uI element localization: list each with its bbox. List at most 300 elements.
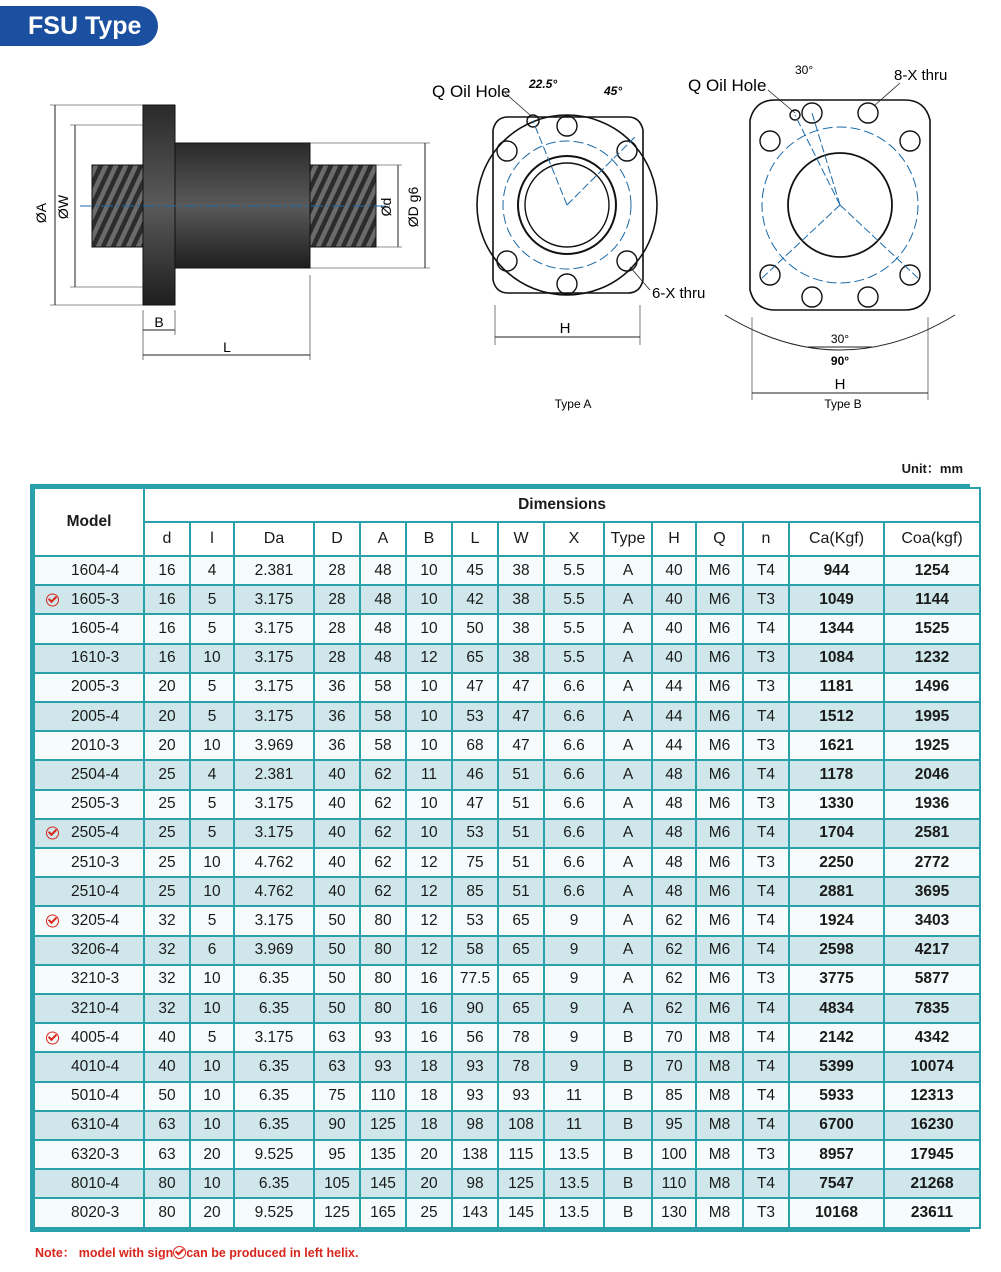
- table-cell: 68: [452, 731, 498, 760]
- table-cell: 1621: [789, 731, 884, 760]
- table-cell: 42: [452, 585, 498, 614]
- type-a-angle-1: 22.5°: [529, 77, 558, 91]
- table-cell: 53: [452, 702, 498, 731]
- table-cell: 5: [190, 673, 234, 702]
- table-row: [34, 731, 980, 760]
- table-cell: 25: [144, 819, 190, 848]
- model-label: 5010-4: [71, 1087, 120, 1105]
- table-cell: 40: [652, 614, 696, 643]
- table-cell: 36: [314, 702, 360, 731]
- model-label: 3210-3: [71, 970, 120, 988]
- table-cell: 2.381: [234, 760, 314, 789]
- table-cell: 53: [452, 819, 498, 848]
- table-cell: 1254: [884, 556, 980, 585]
- model-cell: [34, 1198, 144, 1228]
- table-cell: 40: [144, 1052, 190, 1081]
- column-header: l: [190, 522, 234, 556]
- table-cell: A: [604, 965, 652, 994]
- table-cell: M8: [696, 1140, 743, 1169]
- table-row: [34, 585, 980, 614]
- table-cell: 40: [314, 819, 360, 848]
- model-cell: [34, 1023, 144, 1052]
- table-cell: 32: [144, 994, 190, 1023]
- table-cell: 2142: [789, 1023, 884, 1052]
- table-cell: T4: [743, 819, 789, 848]
- table-cell: T4: [743, 994, 789, 1023]
- column-header: Da: [234, 522, 314, 556]
- table-cell: 95: [314, 1140, 360, 1169]
- table-cell: 28: [314, 585, 360, 614]
- table-cell: 1924: [789, 906, 884, 935]
- table-cell: 1995: [884, 702, 980, 731]
- table-cell: 80: [360, 936, 406, 965]
- table-cell: 2772: [884, 848, 980, 877]
- table-cell: 10168: [789, 1198, 884, 1228]
- table-cell: 47: [452, 673, 498, 702]
- table-cell: 50: [314, 906, 360, 935]
- table-cell: 12: [406, 877, 452, 906]
- table-head: [34, 488, 980, 556]
- table-cell: 1525: [884, 614, 980, 643]
- table-cell: 80: [360, 994, 406, 1023]
- table-cell: 5: [190, 702, 234, 731]
- table-cell: 138: [452, 1140, 498, 1169]
- table-cell: A: [604, 731, 652, 760]
- table-cell: 11: [406, 760, 452, 789]
- column-header: Type: [604, 522, 652, 556]
- table-cell: 5: [190, 790, 234, 819]
- column-header: Coa(kgf): [884, 522, 980, 556]
- table-cell: 63: [314, 1023, 360, 1052]
- table-cell: B: [604, 1169, 652, 1198]
- model-cell: [34, 906, 144, 935]
- table-cell: 3403: [884, 906, 980, 935]
- model-cell: [34, 614, 144, 643]
- table-cell: 78: [498, 1052, 544, 1081]
- table-cell: 63: [144, 1111, 190, 1140]
- table-cell: 28: [314, 556, 360, 585]
- table-cell: 5399: [789, 1052, 884, 1081]
- table-cell: 143: [452, 1198, 498, 1228]
- type-a-drawing: [432, 77, 705, 411]
- table-cell: 165: [360, 1198, 406, 1228]
- table-cell: M6: [696, 760, 743, 789]
- table-cell: 9.525: [234, 1140, 314, 1169]
- table-cell: 3.175: [234, 673, 314, 702]
- table-cell: 20: [144, 731, 190, 760]
- table-cell: 46: [452, 760, 498, 789]
- table-cell: 5.5: [544, 556, 604, 585]
- table-row: [34, 614, 980, 643]
- table-cell: 2598: [789, 936, 884, 965]
- table-cell: M6: [696, 644, 743, 673]
- dim-D-label: ØD g6: [405, 186, 421, 228]
- table-row: [34, 1023, 980, 1052]
- table-cell: 20: [406, 1140, 452, 1169]
- table-cell: 18: [406, 1111, 452, 1140]
- table-cell: 40: [314, 760, 360, 789]
- table-cell: 6.35: [234, 1111, 314, 1140]
- table-cell: 98: [452, 1169, 498, 1198]
- table-cell: 93: [498, 1082, 544, 1111]
- table-cell: 944: [789, 556, 884, 585]
- table-cell: M6: [696, 877, 743, 906]
- table-cell: 110: [652, 1169, 696, 1198]
- table-cell: T4: [743, 1111, 789, 1140]
- table-cell: 93: [360, 1052, 406, 1081]
- model-cell: [34, 673, 144, 702]
- table-cell: A: [604, 760, 652, 789]
- table-cell: 38: [498, 585, 544, 614]
- column-header: A: [360, 522, 406, 556]
- table-cell: 50: [144, 1082, 190, 1111]
- table-cell: 10: [190, 1052, 234, 1081]
- table-cell: 50: [452, 614, 498, 643]
- table-cell: 65: [498, 965, 544, 994]
- table-cell: A: [604, 644, 652, 673]
- table-cell: 80: [144, 1169, 190, 1198]
- note-text-after: can be produced in left helix.: [186, 1246, 359, 1260]
- table-cell: 10: [190, 644, 234, 673]
- table-cell: 48: [652, 790, 696, 819]
- table-cell: 13.5: [544, 1140, 604, 1169]
- table-cell: 9: [544, 1052, 604, 1081]
- table-cell: 1936: [884, 790, 980, 819]
- table-cell: 5: [190, 906, 234, 935]
- model-cell: [34, 731, 144, 760]
- table-cell: T3: [743, 848, 789, 877]
- table-cell: 16: [406, 1023, 452, 1052]
- table-cell: 44: [652, 731, 696, 760]
- table-cell: 18: [406, 1082, 452, 1111]
- table-cell: 10: [190, 994, 234, 1023]
- table-row: [34, 1198, 980, 1228]
- table-cell: 10: [406, 585, 452, 614]
- model-cell: [34, 936, 144, 965]
- model-cell: [34, 965, 144, 994]
- table-cell: 80: [360, 906, 406, 935]
- table-cell: T4: [743, 1052, 789, 1081]
- table-cell: 62: [652, 965, 696, 994]
- table-cell: 1084: [789, 644, 884, 673]
- model-label: 6320-3: [71, 1145, 120, 1163]
- table-cell: 7835: [884, 994, 980, 1023]
- table-cell: 21268: [884, 1169, 980, 1198]
- table-cell: 3.175: [234, 644, 314, 673]
- table-cell: 5877: [884, 965, 980, 994]
- table-cell: 70: [652, 1023, 696, 1052]
- table-cell: 20: [406, 1169, 452, 1198]
- table-cell: 48: [360, 556, 406, 585]
- table-cell: T3: [743, 965, 789, 994]
- table-cell: 25: [144, 760, 190, 789]
- model-cell: [34, 1140, 144, 1169]
- table-cell: 105: [314, 1169, 360, 1198]
- table-cell: 125: [498, 1169, 544, 1198]
- table-cell: 62: [360, 760, 406, 789]
- footnote: [35, 1243, 358, 1261]
- table-cell: 23611: [884, 1198, 980, 1228]
- table-cell: T3: [743, 1198, 789, 1228]
- table-cell: 1049: [789, 585, 884, 614]
- table-cell: 93: [360, 1023, 406, 1052]
- table-cell: 48: [360, 644, 406, 673]
- table-row: [34, 556, 980, 585]
- dim-d-label: Ød: [378, 197, 394, 217]
- table-cell: T4: [743, 906, 789, 935]
- table-cell: 17945: [884, 1140, 980, 1169]
- model-cell: [34, 877, 144, 906]
- model-label: 2005-3: [71, 678, 120, 696]
- table-cell: 32: [144, 906, 190, 935]
- table-cell: 58: [360, 673, 406, 702]
- table-cell: 130: [652, 1198, 696, 1228]
- table-cell: 51: [498, 790, 544, 819]
- table-cell: 3.175: [234, 906, 314, 935]
- table-cell: 90: [314, 1111, 360, 1140]
- table-cell: 16: [144, 614, 190, 643]
- model-label: 2510-3: [71, 853, 120, 871]
- table-cell: 63: [314, 1052, 360, 1081]
- table-cell: A: [604, 994, 652, 1023]
- model-cell: [34, 1111, 144, 1140]
- model-label: 3205-4: [71, 912, 120, 930]
- table-cell: 25: [144, 790, 190, 819]
- table-cell: T3: [743, 673, 789, 702]
- table-cell: 11: [544, 1111, 604, 1140]
- model-label: 2505-4: [71, 824, 120, 842]
- table-cell: 115: [498, 1140, 544, 1169]
- type-a-holes-label: 6-X thru: [652, 285, 706, 302]
- table-cell: 16230: [884, 1111, 980, 1140]
- table-cell: 10: [190, 965, 234, 994]
- table-cell: 12: [406, 848, 452, 877]
- table-cell: 16: [144, 644, 190, 673]
- dim-W-label: ØW: [55, 194, 71, 220]
- column-header: H: [652, 522, 696, 556]
- table-cell: A: [604, 614, 652, 643]
- table-cell: 20: [190, 1140, 234, 1169]
- table-row: [34, 644, 980, 673]
- model-label: 4005-4: [71, 1028, 120, 1046]
- table-cell: 12: [406, 644, 452, 673]
- table-cell: 4.762: [234, 877, 314, 906]
- table-cell: M6: [696, 906, 743, 935]
- model-label: 2510-4: [71, 882, 120, 900]
- table-cell: 4342: [884, 1023, 980, 1052]
- table-cell: 108: [498, 1111, 544, 1140]
- table-cell: 3775: [789, 965, 884, 994]
- table-cell: 10074: [884, 1052, 980, 1081]
- model-label: 1605-4: [71, 620, 120, 637]
- table-cell: 5: [190, 1023, 234, 1052]
- table-cell: 65: [498, 994, 544, 1023]
- table-cell: 5: [190, 585, 234, 614]
- table-cell: 100: [652, 1140, 696, 1169]
- model-label: 1604-4: [71, 561, 120, 579]
- model-cell: [34, 702, 144, 731]
- table-cell: B: [604, 1023, 652, 1052]
- table-cell: 6.35: [234, 994, 314, 1023]
- column-header-row: [34, 522, 980, 556]
- table-cell: 62: [360, 848, 406, 877]
- table-cell: 32: [144, 936, 190, 965]
- table-cell: 6.6: [544, 673, 604, 702]
- table-cell: 3.175: [234, 819, 314, 848]
- table-cell: 6.35: [234, 1082, 314, 1111]
- column-header: n: [743, 522, 789, 556]
- model-label: 2504-4: [71, 766, 120, 784]
- table-cell: 51: [498, 760, 544, 789]
- table-row: [34, 1082, 980, 1111]
- table-cell: 93: [452, 1052, 498, 1081]
- table-cell: 10: [406, 556, 452, 585]
- table-cell: 10: [406, 731, 452, 760]
- table-cell: 51: [498, 819, 544, 848]
- table-cell: T3: [743, 585, 789, 614]
- table-cell: 1330: [789, 790, 884, 819]
- model-cell: [34, 760, 144, 789]
- table-cell: 50: [314, 936, 360, 965]
- table-cell: 9: [544, 1023, 604, 1052]
- table-row: [34, 965, 980, 994]
- model-header: Model: [34, 488, 144, 556]
- table-cell: 40: [314, 848, 360, 877]
- table-cell: 90: [452, 994, 498, 1023]
- table-cell: 62: [652, 994, 696, 1023]
- model-cell: [34, 790, 144, 819]
- technical-drawings: [0, 55, 1001, 425]
- table-cell: 16: [406, 965, 452, 994]
- table-cell: 3.969: [234, 731, 314, 760]
- note-text-before: model with sign: [78, 1246, 174, 1260]
- table-cell: 48: [652, 877, 696, 906]
- table-cell: 62: [652, 936, 696, 965]
- table-cell: 47: [452, 790, 498, 819]
- table-cell: B: [604, 1111, 652, 1140]
- table-cell: M8: [696, 1111, 743, 1140]
- column-header: L: [452, 522, 498, 556]
- table-cell: T3: [743, 1140, 789, 1169]
- table-cell: 10: [406, 790, 452, 819]
- model-cell: [34, 644, 144, 673]
- type-b-drawing: [688, 63, 955, 411]
- left-helix-check-icon: [46, 827, 59, 840]
- table-row: [34, 936, 980, 965]
- table-cell: A: [604, 673, 652, 702]
- table-cell: 51: [498, 877, 544, 906]
- table-cell: 75: [452, 848, 498, 877]
- table-cell: 50: [314, 994, 360, 1023]
- table-cell: 62: [360, 819, 406, 848]
- spec-table: [33, 487, 981, 1229]
- table-cell: 53: [452, 906, 498, 935]
- table-cell: 98: [452, 1111, 498, 1140]
- left-helix-check-icon: [46, 1031, 59, 1044]
- page-title: FSU Type: [0, 6, 158, 46]
- table-cell: 20: [144, 673, 190, 702]
- table-cell: 9: [544, 965, 604, 994]
- table-cell: 51: [498, 848, 544, 877]
- table-cell: 3.175: [234, 790, 314, 819]
- table-cell: 58: [360, 731, 406, 760]
- table-cell: 40: [144, 1023, 190, 1052]
- table-row: [34, 848, 980, 877]
- table-cell: T3: [743, 731, 789, 760]
- table-cell: A: [604, 702, 652, 731]
- table-cell: 5: [190, 614, 234, 643]
- table-cell: 145: [360, 1169, 406, 1198]
- table-cell: 16: [144, 556, 190, 585]
- table-cell: 6.35: [234, 1052, 314, 1081]
- table-cell: A: [604, 906, 652, 935]
- model-cell: [34, 1052, 144, 1081]
- table-cell: 38: [498, 556, 544, 585]
- table-cell: 62: [652, 906, 696, 935]
- table-cell: 125: [314, 1198, 360, 1228]
- table-cell: T4: [743, 1082, 789, 1111]
- model-cell: [34, 556, 144, 585]
- table-cell: B: [604, 1052, 652, 1081]
- table-cell: 36: [314, 673, 360, 702]
- table-cell: 5933: [789, 1082, 884, 1111]
- model-label: 8010-4: [71, 1174, 120, 1192]
- model-label: 2010-3: [71, 736, 120, 754]
- table-cell: 145: [498, 1198, 544, 1228]
- table-cell: 125: [360, 1111, 406, 1140]
- table-cell: 65: [498, 936, 544, 965]
- table-cell: B: [604, 1082, 652, 1111]
- table-cell: 10: [190, 1111, 234, 1140]
- table-cell: A: [604, 790, 652, 819]
- table-cell: 78: [498, 1023, 544, 1052]
- table-row: [34, 994, 980, 1023]
- table-cell: 13.5: [544, 1169, 604, 1198]
- table-row: [34, 702, 980, 731]
- table-cell: 48: [360, 614, 406, 643]
- unit-label: Unit：mm: [901, 461, 963, 476]
- table-cell: 6.6: [544, 731, 604, 760]
- table-cell: 1704: [789, 819, 884, 848]
- table-cell: 1512: [789, 702, 884, 731]
- table-cell: 6.35: [234, 965, 314, 994]
- table-cell: 28: [314, 644, 360, 673]
- table-cell: M6: [696, 994, 743, 1023]
- model-cell: [34, 819, 144, 848]
- table-cell: M6: [696, 585, 743, 614]
- table-cell: A: [604, 848, 652, 877]
- table-cell: M8: [696, 1198, 743, 1228]
- table-cell: 10: [190, 848, 234, 877]
- table-row: [34, 1111, 980, 1140]
- note-prefix: Note：: [35, 1246, 76, 1260]
- table-cell: 10: [190, 731, 234, 760]
- table-cell: 4217: [884, 936, 980, 965]
- table-cell: 3695: [884, 877, 980, 906]
- table-cell: 70: [652, 1052, 696, 1081]
- table-row: [34, 760, 980, 789]
- table-cell: M6: [696, 848, 743, 877]
- table-cell: T4: [743, 1169, 789, 1198]
- dim-B-label: B: [154, 314, 164, 330]
- table-cell: 47: [498, 702, 544, 731]
- table-cell: 95: [652, 1111, 696, 1140]
- table-cell: 93: [452, 1082, 498, 1111]
- table-cell: M8: [696, 1169, 743, 1198]
- table-cell: 40: [314, 877, 360, 906]
- table-cell: A: [604, 585, 652, 614]
- spec-table-container: [30, 484, 970, 1232]
